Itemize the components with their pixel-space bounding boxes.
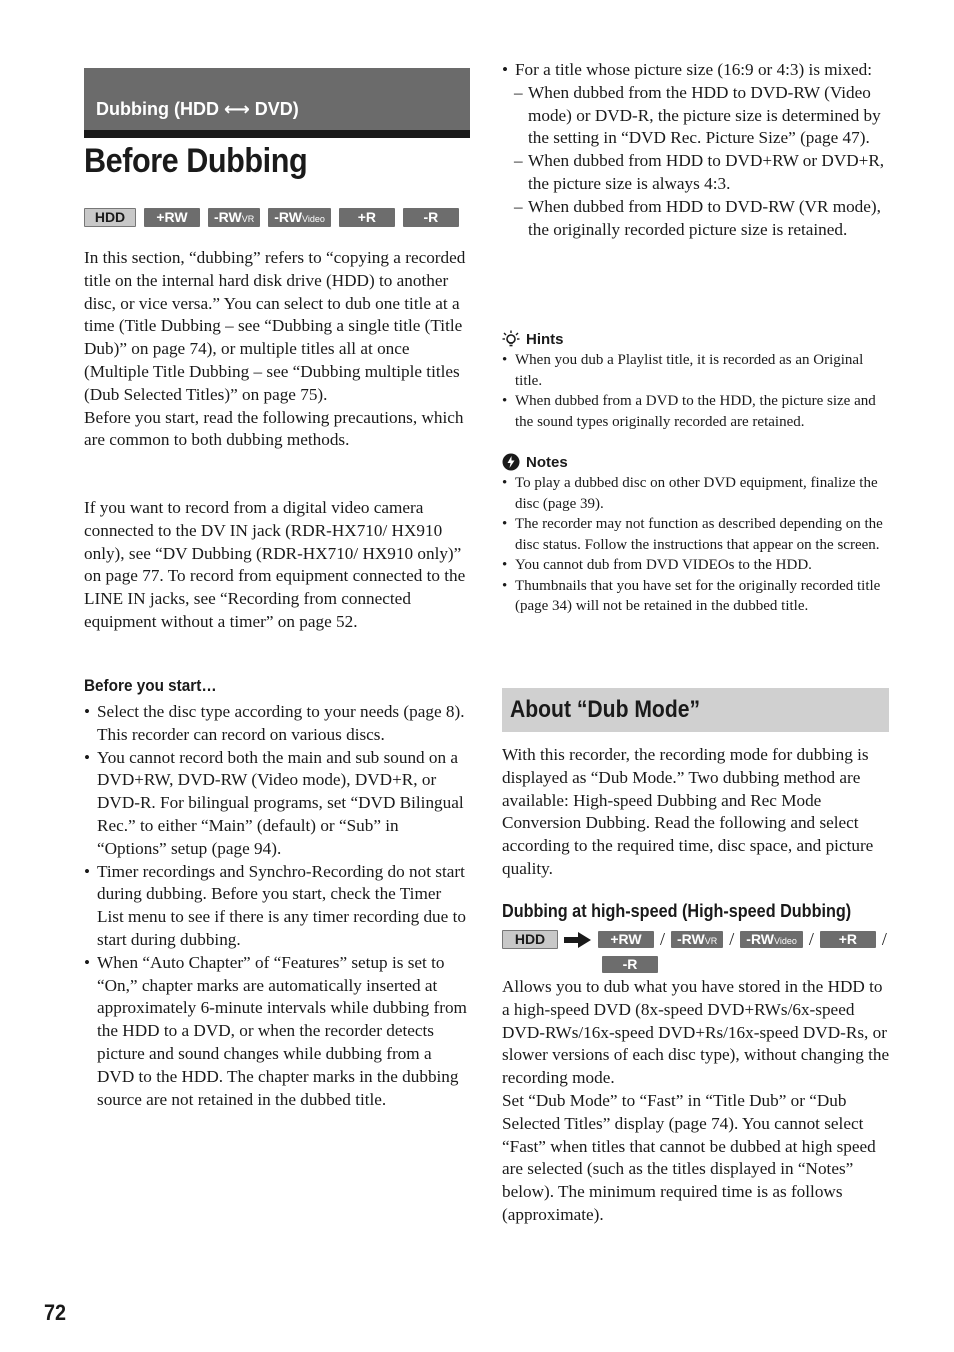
badge-plus-rw: +RW bbox=[144, 208, 200, 227]
disc-badges bbox=[84, 208, 459, 227]
flow-separator: / bbox=[729, 929, 735, 949]
highspeed-body bbox=[502, 976, 890, 1227]
about-paragraph: With this recorder, the recording mode for dubbing is displayed as “Dub Mode.” Two dubbing method are available: High-speed Dubbing and Rec Mode Conversion Dubbing. Read the following and select according to the required time, disc space, and picture quality. bbox=[502, 745, 874, 878]
highspeed-heading: Dubbing at high-speed (High-speed Dubbing) bbox=[502, 901, 852, 921]
hints-heading bbox=[502, 330, 564, 348]
arrow-right-icon bbox=[564, 932, 592, 948]
hint-item: • When dubbed from a DVD to the HDD, the picture size and the sound types originally recorded are retained. bbox=[502, 391, 890, 432]
badge-minus-r: -R bbox=[602, 956, 658, 973]
hint-item: • When you dub a Playlist title, it is recorded as an Original title. bbox=[502, 350, 890, 391]
list-item: • Timer recordings and Synchro-Recording do not start during dubbing. Before you start, check the Timer List menu to see if there is any timer recording due to start during dubbing. bbox=[84, 861, 470, 952]
hints-title: Hints bbox=[526, 330, 564, 348]
intro-section bbox=[84, 247, 470, 452]
picture-size-list bbox=[502, 59, 890, 241]
note-item: • You cannot dub from DVD VIDEOs to the HDD. bbox=[502, 555, 890, 576]
highspeed-disc-flow bbox=[502, 929, 887, 950]
section-title: Dubbing (HDD ⟷ DVD) bbox=[96, 99, 299, 119]
picture-size-sublist bbox=[502, 82, 890, 242]
list-item: • You cannot record both the main and sub sound on a DVD+RW, DVD-RW (Video mode), DVD+R, or DVD-R. For bilingual programs, set “DVD Bilingual Rec.” to either “Main” (default) or “Sub” in “Options” setup (page 94). bbox=[84, 747, 470, 861]
page-title: Before Dubbing bbox=[84, 142, 308, 180]
hints-list bbox=[502, 350, 890, 432]
badge-plus-r: +R bbox=[820, 931, 876, 948]
badge-minus-r: -R bbox=[403, 208, 459, 227]
page-number: 72 bbox=[44, 1300, 67, 1325]
badge-hdd: HDD bbox=[84, 208, 136, 227]
about-dub-mode-heading: About “Dub Mode” bbox=[510, 696, 701, 723]
badge-minus-rw-vr: -RWVR bbox=[208, 208, 260, 227]
note-item: • The recorder may not function as described depending on the disc status. Follow the instructions that appear on the screen. bbox=[502, 514, 890, 555]
flow-separator: / bbox=[808, 929, 814, 949]
badge-minus-rw-vr: -RWVR bbox=[671, 931, 723, 948]
picture-size-text: For a title whose picture size (16:9 or 4:3) is mixed: bbox=[515, 60, 873, 79]
lightbulb-icon bbox=[502, 330, 520, 348]
badge-plus-r: +R bbox=[339, 208, 395, 227]
highspeed-paragraph-1: Allows you to dub what you have stored in the HDD to a high-speed DVD (8x-speed DVD+RWs/6x-speed DVD-RWs/16x-speed DVD+Rs/16x-speed DVD-Rs, or slower versions of each disc type), without changing the recording mode. bbox=[502, 977, 890, 1088]
before-start-heading: Before you start… bbox=[84, 676, 217, 695]
flow-separator: / bbox=[881, 929, 887, 949]
before-start-list bbox=[84, 701, 470, 1111]
list-item: • When “Auto Chapter” of “Features” setup is set to “On,” chapter marks are automatically inserted at approximately 6-minute intervals while dubbing from the HDD to a DVD, or when the recorder detects picture and sound changes while dubbing from a DVD to the HDD. The chapter marks in the dubbing source are not retained in the dubbed title. bbox=[84, 952, 470, 1112]
badge-hdd: HDD bbox=[502, 930, 558, 949]
intro-paragraph: In this section, “dubbing” refers to “copying a recorded title on the internal hard disk drive (HDD) to another disc, or vice versa.” You can select to dub one title at a time (Title Dubbing – see “Dubbing a single title (Title Dub)” on page 74), or multiple titles all at once (Multiple Title Dubbing – see “Dubbing multiple titles (Dub Selected Titles)” on page 75). bbox=[84, 248, 466, 404]
intro-precautions: Before you start, read the following precautions, which are common to both dubbing methods. bbox=[84, 407, 464, 450]
notes-title: Notes bbox=[526, 453, 568, 471]
badge-minus-rw-video: -RWVideo bbox=[268, 208, 331, 227]
list-item bbox=[502, 59, 890, 241]
badge-minus-rw-video: -RWVideo bbox=[740, 931, 803, 948]
notes-icon bbox=[502, 453, 520, 471]
flow-separator: / bbox=[660, 929, 666, 949]
dv-paragraph: If you want to record from a digital video camera connected to the DV IN jack (RDR-HX710/ HX910 only), see “DV Dubbing (RDR-HX710/ HX910 only)” on page 77. To record from equipment connected to the LINE IN jacks, see “Recording from connected equipment without a timer” on page 52. bbox=[84, 498, 466, 631]
sublist-item: – When dubbed from the HDD to DVD-RW (Video mode) or DVD-R, the picture size is determined by the setting in “DVD Rec. Picture Size” (page 47). bbox=[502, 82, 890, 150]
section-header-bar bbox=[84, 68, 470, 138]
highspeed-paragraph-2: Set “Dub Mode” to “Fast” in “Title Dub” or “Dub Selected Titles” display (page 74). You cannot select “Fast” when titles that cannot be dubbed at high speed are selected (such as the titles displayed in “Notes” below). The minimum required time is as follows (approximate). bbox=[502, 1090, 876, 1224]
notes-list bbox=[502, 473, 890, 617]
highspeed-disc-flow-row2 bbox=[602, 956, 658, 974]
about-dub-mode-bar bbox=[502, 688, 889, 732]
sublist-item: – When dubbed from HDD to DVD-RW (VR mode), the originally recorded picture size is retained. bbox=[502, 196, 890, 242]
notes-heading bbox=[502, 453, 568, 471]
note-item: • Thumbnails that you have set for the originally recorded title (page 34) will not be retained in the dubbed title. bbox=[502, 576, 890, 617]
note-item: • To play a dubbed disc on other DVD equipment, finalize the disc (page 39). bbox=[502, 473, 890, 514]
badge-plus-rw: +RW bbox=[598, 931, 654, 948]
sublist-item: – When dubbed from HDD to DVD+RW or DVD+R, the picture size is always 4:3. bbox=[502, 150, 890, 196]
list-item: • Select the disc type according to your needs (page 8). This recorder can record on various discs. bbox=[84, 701, 470, 747]
